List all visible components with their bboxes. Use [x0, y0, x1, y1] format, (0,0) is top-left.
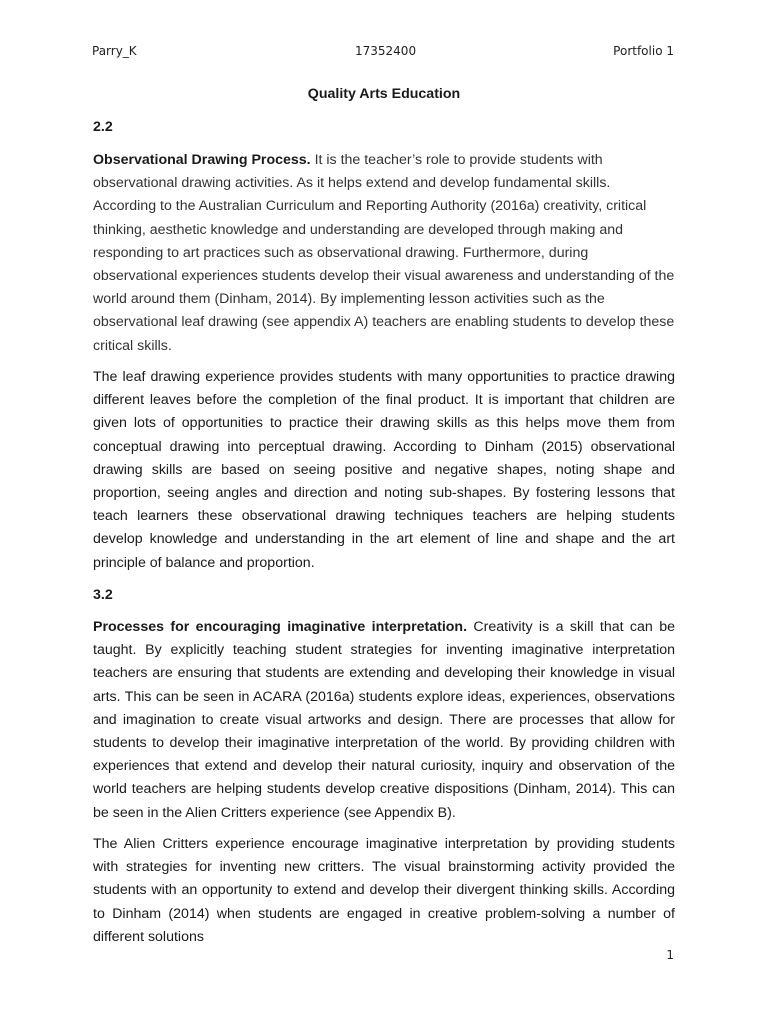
paragraph [93, 833, 675, 949]
page-header [92, 44, 676, 62]
page-number: 1 [666, 948, 674, 962]
paragraph [93, 149, 675, 358]
document-title: Quality Arts Education [307, 86, 461, 102]
header-document-label: Portfolio 1 [613, 44, 674, 58]
paragraph-text: The leaf drawing experience provides students with many opportunities to practice drawing different leaves before the completion of the final product. It is important that children are given lots of opportunities to practice their drawing skills as this helps move them from conceptual drawing into perceptual drawing. According to Dinham (2015) observational drawing skills are based on seeing positive and negative shapes, noting shape and proportion, seeing angles and direction and noting sub-shapes. By fostering lessons that teach learners these observational drawing techniques teachers are helping students develop knowledge and understanding in the art element of line and shape and the art principle of balance and proportion. [93, 369, 675, 571]
section-number: 3.2 [93, 587, 113, 603]
paragraph [93, 616, 675, 825]
paragraph-lead: Processes for encouraging imaginative interpretation. [93, 619, 468, 635]
paragraph-lead: Observational Drawing Process. [93, 152, 311, 168]
section-number: 2.2 [93, 119, 113, 135]
paragraph [93, 366, 675, 575]
paragraph-text: Creativity is a skill that can be taught. By explicitly teaching student strategies for inventing imaginative interpretation teachers are ensuring that students are extending and developing their knowledge in visual arts. This can be seen in ACARA (2016a) students explore ideas, experiences, observations and imagination to create visual artworks and design. There are processes that allow for students to develop their imaginative interpretation of the world. By providing children with experiences that extend and develop their natural curiosity, inquiry and observation of the world teachers are helping students develop creative dispositions (Dinham, 2014). This can be seen in the Alien Critters experience (see Appendix B). [93, 619, 675, 821]
paragraph-text: It is the teacher’s role to provide students with observational drawing activities. As it helps extend and develop fundamental skills. According to the Australian Curriculum and Reporting Authority (2016a) creativity, critical thinking, aesthetic knowledge and understanding are developed through making and responding to art practices such as observational drawing. Furthermore, during observational experiences students develop their visual awareness and understanding of the world around them (Dinham, 2014). By implementing lesson activities such as the observational leaf drawing (see appendix A) teachers are enabling students to develop these critical skills. [93, 152, 675, 354]
paragraph-text: The Alien Critters experience encourage imaginative interpretation by providing students with strategies for inventing new critters. The visual brainstorming activity provided the students with an opportunity to extend and develop their divergent thinking skills. According to Dinham (2014) when students are engaged in creative problem-solving a number of different solutions [93, 836, 675, 945]
header-student-id: 17352400 [355, 44, 417, 58]
header-author: Parry_K [92, 44, 137, 58]
